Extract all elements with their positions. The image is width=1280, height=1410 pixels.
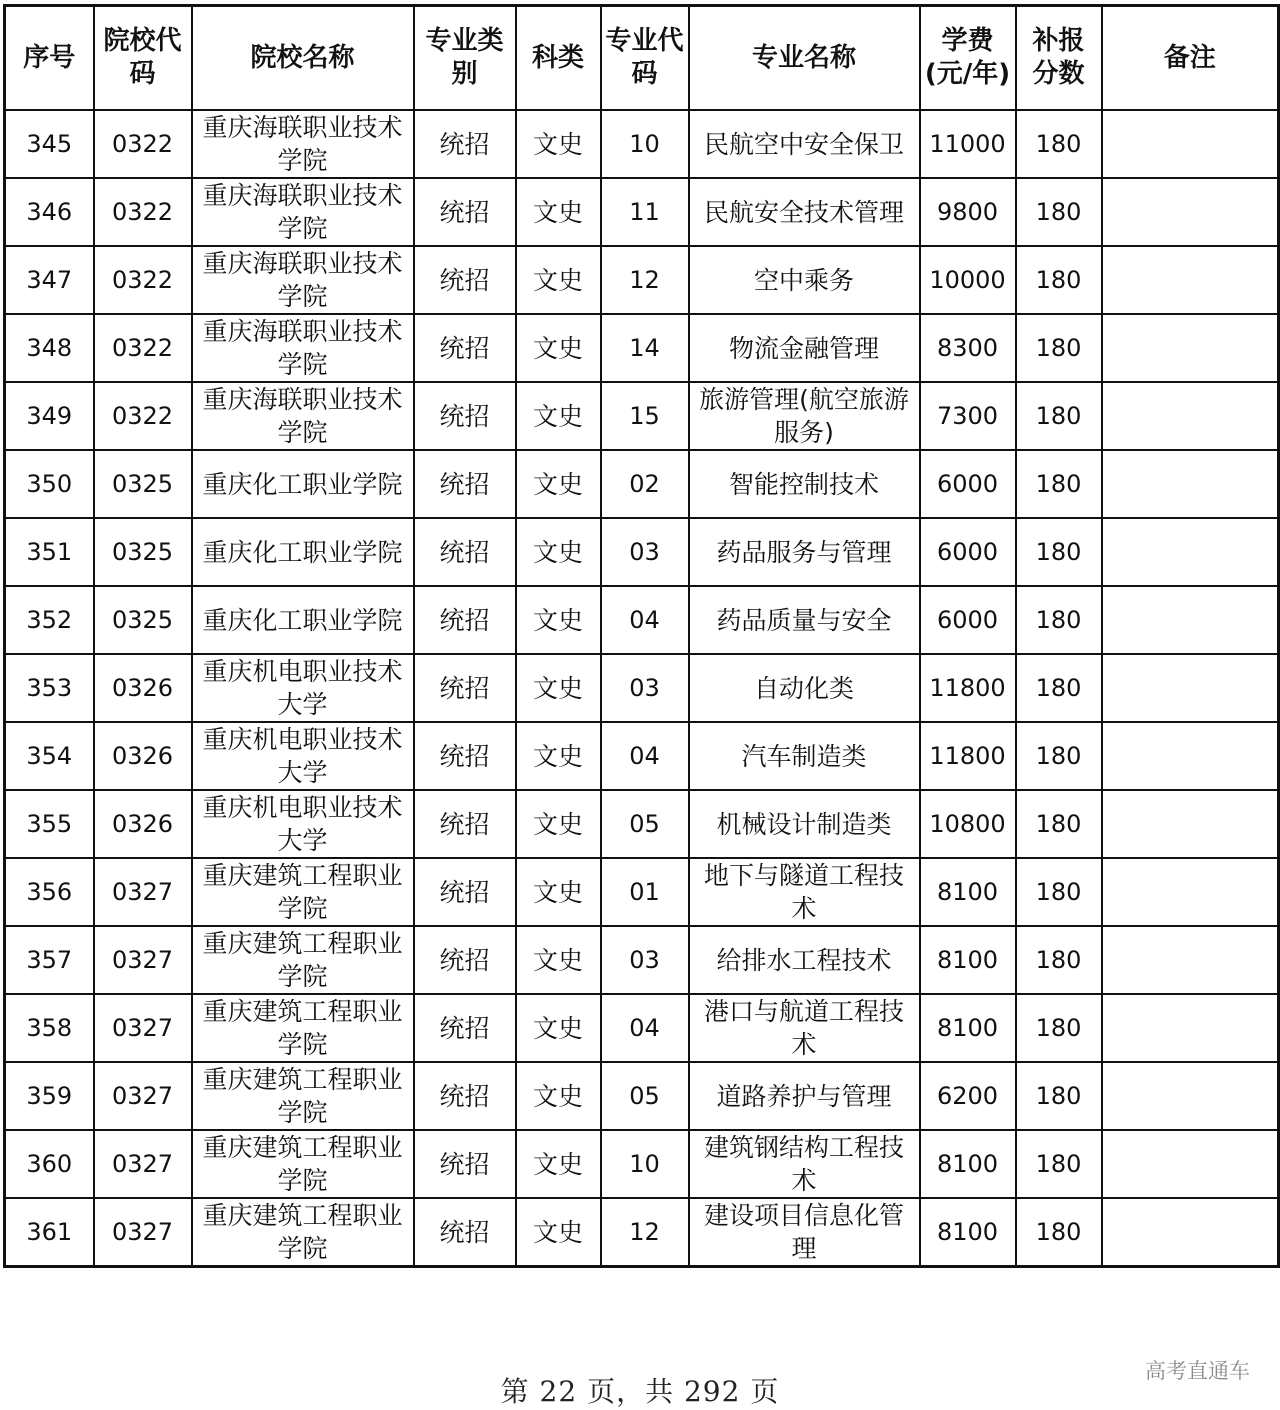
cell-major-name: 给排水工程技术 xyxy=(689,926,920,994)
cell-tuition: 8100 xyxy=(920,994,1016,1062)
cell-school-code: 0322 xyxy=(94,314,192,382)
cell-subject-type: 文史 xyxy=(516,1130,601,1198)
cell-major-code: 05 xyxy=(601,1062,689,1130)
cell-major-category: 统招 xyxy=(414,518,516,586)
cell-major-code: 02 xyxy=(601,450,689,518)
table-row xyxy=(5,858,1279,926)
cell-major-name: 空中乘务 xyxy=(689,246,920,314)
cell-tuition: 8100 xyxy=(920,926,1016,994)
cell-major-code: 11 xyxy=(601,178,689,246)
cell-seq: 345 xyxy=(5,110,94,178)
cell-major-name: 自动化类 xyxy=(689,654,920,722)
cell-tuition: 8300 xyxy=(920,314,1016,382)
cell-school-name: 重庆海联职业技术学院 xyxy=(192,314,414,382)
cell-subject-type: 文史 xyxy=(516,382,601,450)
cell-subject-type: 文史 xyxy=(516,1198,601,1267)
cell-major-name: 旅游管理(航空旅游服务) xyxy=(689,382,920,450)
cell-subject-type: 文史 xyxy=(516,586,601,654)
cell-seq: 360 xyxy=(5,1130,94,1198)
cell-major-name: 药品质量与安全 xyxy=(689,586,920,654)
cell-school-code: 0322 xyxy=(94,178,192,246)
cell-score: 180 xyxy=(1016,178,1102,246)
table-row xyxy=(5,790,1279,858)
cell-subject-type: 文史 xyxy=(516,790,601,858)
cell-school-name: 重庆海联职业技术学院 xyxy=(192,382,414,450)
table-row xyxy=(5,110,1279,178)
cell-school-code: 0326 xyxy=(94,722,192,790)
cell-major-category: 统招 xyxy=(414,110,516,178)
cell-major-name: 物流金融管理 xyxy=(689,314,920,382)
cell-major-name: 地下与隧道工程技术 xyxy=(689,858,920,926)
table-row xyxy=(5,246,1279,314)
cell-major-code: 15 xyxy=(601,382,689,450)
cell-subject-type: 文史 xyxy=(516,178,601,246)
cell-school-code: 0327 xyxy=(94,994,192,1062)
cell-subject-type: 文史 xyxy=(516,1062,601,1130)
cell-major-category: 统招 xyxy=(414,790,516,858)
cell-major-code: 14 xyxy=(601,314,689,382)
table-row xyxy=(5,586,1279,654)
cell-score: 180 xyxy=(1016,1198,1102,1267)
cell-major-name: 建筑钢结构工程技术 xyxy=(689,1130,920,1198)
cell-major-category: 统招 xyxy=(414,450,516,518)
table-row xyxy=(5,1130,1279,1198)
cell-major-category: 统招 xyxy=(414,246,516,314)
table-row xyxy=(5,722,1279,790)
cell-seq: 359 xyxy=(5,1062,94,1130)
cell-major-code: 12 xyxy=(601,246,689,314)
cell-tuition: 10000 xyxy=(920,246,1016,314)
cell-school-code: 0326 xyxy=(94,654,192,722)
cell-tuition: 11800 xyxy=(920,654,1016,722)
cell-seq: 356 xyxy=(5,858,94,926)
cell-score: 180 xyxy=(1016,926,1102,994)
cell-remarks xyxy=(1102,1130,1279,1198)
cell-major-category: 统招 xyxy=(414,654,516,722)
cell-subject-type: 文史 xyxy=(516,518,601,586)
table-row xyxy=(5,926,1279,994)
cell-score: 180 xyxy=(1016,722,1102,790)
cell-remarks xyxy=(1102,994,1279,1062)
cell-tuition: 10800 xyxy=(920,790,1016,858)
cell-school-name: 重庆建筑工程职业学院 xyxy=(192,994,414,1062)
cell-score: 180 xyxy=(1016,382,1102,450)
header-tuition: 学费(元/年) xyxy=(920,6,1016,111)
admission-table xyxy=(3,4,1280,1268)
watermark: 高考直通车 xyxy=(1145,1359,1250,1383)
cell-major-name: 民航安全技术管理 xyxy=(689,178,920,246)
cell-school-name: 重庆海联职业技术学院 xyxy=(192,178,414,246)
cell-major-category: 统招 xyxy=(414,382,516,450)
cell-score: 180 xyxy=(1016,518,1102,586)
cell-remarks xyxy=(1102,926,1279,994)
header-remarks: 备注 xyxy=(1102,6,1279,111)
header-subject-type: 科类 xyxy=(516,6,601,111)
header-seq: 序号 xyxy=(5,6,94,111)
cell-remarks xyxy=(1102,586,1279,654)
cell-school-code: 0322 xyxy=(94,110,192,178)
cell-school-name: 重庆化工职业学院 xyxy=(192,586,414,654)
cell-school-code: 0325 xyxy=(94,518,192,586)
cell-major-category: 统招 xyxy=(414,1130,516,1198)
header-school-code: 院校代码 xyxy=(94,6,192,111)
cell-school-code: 0327 xyxy=(94,926,192,994)
cell-seq: 346 xyxy=(5,178,94,246)
cell-major-name: 智能控制技术 xyxy=(689,450,920,518)
cell-major-name: 港口与航道工程技术 xyxy=(689,994,920,1062)
cell-school-code: 0327 xyxy=(94,1198,192,1267)
table-row xyxy=(5,450,1279,518)
cell-subject-type: 文史 xyxy=(516,994,601,1062)
cell-remarks xyxy=(1102,110,1279,178)
cell-school-code: 0327 xyxy=(94,858,192,926)
cell-tuition: 11800 xyxy=(920,722,1016,790)
cell-remarks xyxy=(1102,518,1279,586)
table-body xyxy=(5,110,1279,1267)
cell-school-name: 重庆海联职业技术学院 xyxy=(192,246,414,314)
header-row xyxy=(5,6,1279,111)
cell-score: 180 xyxy=(1016,654,1102,722)
cell-seq: 354 xyxy=(5,722,94,790)
cell-major-name: 道路养护与管理 xyxy=(689,1062,920,1130)
cell-major-code: 05 xyxy=(601,790,689,858)
cell-school-name: 重庆机电职业技术大学 xyxy=(192,790,414,858)
cell-score: 180 xyxy=(1016,790,1102,858)
table-row xyxy=(5,518,1279,586)
cell-subject-type: 文史 xyxy=(516,926,601,994)
cell-major-code: 04 xyxy=(601,722,689,790)
cell-seq: 355 xyxy=(5,790,94,858)
cell-major-category: 统招 xyxy=(414,1198,516,1267)
cell-score: 180 xyxy=(1016,858,1102,926)
table-row xyxy=(5,1198,1279,1267)
cell-seq: 349 xyxy=(5,382,94,450)
cell-tuition: 8100 xyxy=(920,858,1016,926)
cell-seq: 347 xyxy=(5,246,94,314)
cell-school-name: 重庆化工职业学院 xyxy=(192,450,414,518)
cell-score: 180 xyxy=(1016,994,1102,1062)
cell-remarks xyxy=(1102,178,1279,246)
cell-major-name: 汽车制造类 xyxy=(689,722,920,790)
cell-remarks xyxy=(1102,722,1279,790)
cell-school-code: 0327 xyxy=(94,1062,192,1130)
cell-school-name: 重庆建筑工程职业学院 xyxy=(192,1130,414,1198)
cell-score: 180 xyxy=(1016,450,1102,518)
cell-major-code: 01 xyxy=(601,858,689,926)
cell-remarks xyxy=(1102,1198,1279,1267)
header-score: 补报分数 xyxy=(1016,6,1102,111)
cell-major-category: 统招 xyxy=(414,586,516,654)
cell-tuition: 7300 xyxy=(920,382,1016,450)
cell-major-code: 03 xyxy=(601,926,689,994)
header-school-name: 院校名称 xyxy=(192,6,414,111)
cell-school-code: 0325 xyxy=(94,450,192,518)
cell-major-code: 10 xyxy=(601,110,689,178)
cell-subject-type: 文史 xyxy=(516,450,601,518)
cell-tuition: 6200 xyxy=(920,1062,1016,1130)
cell-school-name: 重庆建筑工程职业学院 xyxy=(192,1062,414,1130)
cell-score: 180 xyxy=(1016,1130,1102,1198)
cell-remarks xyxy=(1102,1062,1279,1130)
table-row xyxy=(5,314,1279,382)
header-major-category: 专业类别 xyxy=(414,6,516,111)
cell-school-name: 重庆化工职业学院 xyxy=(192,518,414,586)
header-major-name: 专业名称 xyxy=(689,6,920,111)
cell-major-name: 建设项目信息化管理 xyxy=(689,1198,920,1267)
page-number: 第 22 页，共 292 页 xyxy=(500,1375,780,1408)
cell-subject-type: 文史 xyxy=(516,654,601,722)
cell-remarks xyxy=(1102,450,1279,518)
cell-major-code: 04 xyxy=(601,586,689,654)
cell-tuition: 9800 xyxy=(920,178,1016,246)
cell-major-category: 统招 xyxy=(414,178,516,246)
cell-school-code: 0325 xyxy=(94,586,192,654)
cell-tuition: 6000 xyxy=(920,450,1016,518)
cell-major-category: 统招 xyxy=(414,314,516,382)
cell-major-name: 药品服务与管理 xyxy=(689,518,920,586)
cell-school-name: 重庆建筑工程职业学院 xyxy=(192,858,414,926)
cell-school-code: 0322 xyxy=(94,246,192,314)
cell-score: 180 xyxy=(1016,586,1102,654)
cell-school-name: 重庆建筑工程职业学院 xyxy=(192,926,414,994)
cell-remarks xyxy=(1102,790,1279,858)
cell-tuition: 11000 xyxy=(920,110,1016,178)
cell-seq: 358 xyxy=(5,994,94,1062)
cell-score: 180 xyxy=(1016,314,1102,382)
cell-major-code: 12 xyxy=(601,1198,689,1267)
table-row xyxy=(5,654,1279,722)
cell-subject-type: 文史 xyxy=(516,110,601,178)
cell-remarks xyxy=(1102,382,1279,450)
cell-seq: 357 xyxy=(5,926,94,994)
cell-remarks xyxy=(1102,858,1279,926)
cell-major-category: 统招 xyxy=(414,1062,516,1130)
cell-subject-type: 文史 xyxy=(516,722,601,790)
cell-school-name: 重庆建筑工程职业学院 xyxy=(192,1198,414,1267)
cell-seq: 348 xyxy=(5,314,94,382)
cell-seq: 351 xyxy=(5,518,94,586)
cell-major-code: 10 xyxy=(601,1130,689,1198)
cell-remarks xyxy=(1102,314,1279,382)
cell-seq: 352 xyxy=(5,586,94,654)
cell-score: 180 xyxy=(1016,110,1102,178)
cell-subject-type: 文史 xyxy=(516,246,601,314)
cell-school-name: 重庆海联职业技术学院 xyxy=(192,110,414,178)
cell-tuition: 8100 xyxy=(920,1130,1016,1198)
cell-remarks xyxy=(1102,654,1279,722)
header-major-code: 专业代码 xyxy=(601,6,689,111)
cell-major-code: 03 xyxy=(601,654,689,722)
table-row xyxy=(5,1062,1279,1130)
cell-school-code: 0326 xyxy=(94,790,192,858)
cell-tuition: 6000 xyxy=(920,586,1016,654)
cell-score: 180 xyxy=(1016,246,1102,314)
cell-major-code: 03 xyxy=(601,518,689,586)
cell-major-category: 统招 xyxy=(414,858,516,926)
cell-school-name: 重庆机电职业技术大学 xyxy=(192,654,414,722)
table-row xyxy=(5,994,1279,1062)
cell-major-category: 统招 xyxy=(414,994,516,1062)
cell-major-category: 统招 xyxy=(414,926,516,994)
cell-score: 180 xyxy=(1016,1062,1102,1130)
cell-seq: 353 xyxy=(5,654,94,722)
cell-tuition: 6000 xyxy=(920,518,1016,586)
cell-seq: 361 xyxy=(5,1198,94,1267)
cell-seq: 350 xyxy=(5,450,94,518)
cell-remarks xyxy=(1102,246,1279,314)
cell-major-code: 04 xyxy=(601,994,689,1062)
cell-subject-type: 文史 xyxy=(516,858,601,926)
table-row xyxy=(5,178,1279,246)
cell-major-name: 机械设计制造类 xyxy=(689,790,920,858)
table-row xyxy=(5,382,1279,450)
cell-tuition: 8100 xyxy=(920,1198,1016,1267)
cell-school-code: 0322 xyxy=(94,382,192,450)
cell-major-name: 民航空中安全保卫 xyxy=(689,110,920,178)
cell-subject-type: 文史 xyxy=(516,314,601,382)
cell-school-name: 重庆机电职业技术大学 xyxy=(192,722,414,790)
cell-school-code: 0327 xyxy=(94,1130,192,1198)
cell-major-category: 统招 xyxy=(414,722,516,790)
